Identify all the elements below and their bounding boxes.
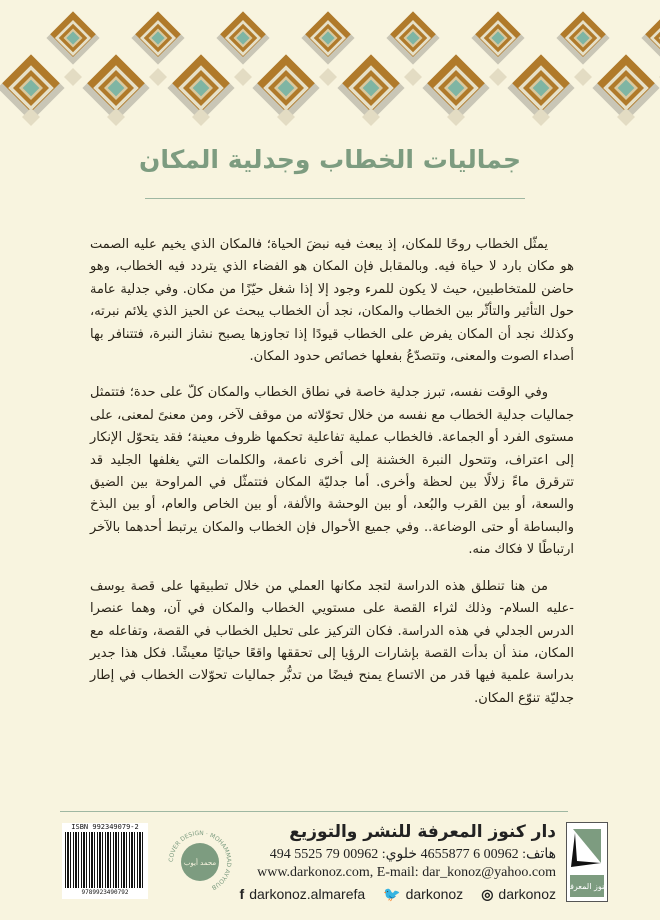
publisher-web: www.darkonoz.com, E-mail: dar_konoz@yahoo.com	[257, 865, 556, 880]
facebook-link[interactable]	[240, 886, 366, 903]
pattern-diamond	[404, 68, 422, 86]
publisher-info	[240, 822, 556, 903]
pattern-diamond	[574, 68, 592, 86]
instagram-handle: darkonoz	[498, 886, 556, 902]
publisher-phone: هاتف: 00962 6 4655877 خلوي: 00962 79 5525 494	[269, 847, 556, 862]
blurb-paragraph: من هنا تنطلق هذه الدراسة لتجد مكانها العملي من خلال تطبيقها على قصة يوسف -عليه السلام- وذلك لثراء القصة على مستويي الخطاب والمكان في آن، وهما عنصرا الدرس الجدلي في هذه الدراسة. فكان التركيز على تحليل الخطاب في القصة، وتفاعله مع المكان، منذ أن بدأت القصة بإشارات الرؤيا إلى تحققها واقعًا حياتيًا معيشًا. فكل هذا جدير بدراسة علمية فيها قدر من الاتساع يمنح فيضًا من تدبُّر جماليات تحوّلات الخطاب في إطار جدليّة تنوّع المكان.	[90, 578, 574, 706]
blurb-text	[90, 234, 574, 724]
designer-signature: محمد أيوب	[183, 859, 217, 867]
pattern-diamond	[319, 68, 337, 86]
barcode-bars	[65, 832, 145, 888]
pattern-diamond	[234, 68, 252, 86]
pattern-diamond	[489, 68, 507, 86]
cover-design-stamp	[168, 830, 232, 894]
facebook-icon: f	[239, 886, 245, 902]
barcode-digits: 9789923490792	[81, 889, 129, 896]
instagram-icon: ◎	[481, 886, 494, 902]
twitter-link[interactable]	[383, 886, 463, 903]
title-divider	[145, 198, 525, 199]
book-title: جماليات الخطاب وجدلية المكان	[139, 145, 521, 174]
pattern-diamond	[149, 68, 167, 86]
footer-divider	[60, 811, 568, 812]
cover-design-credit: COVER DESIGN · MOHAMMAD AYYOUB	[168, 830, 232, 892]
publisher-logo-text: كنوز المعرفة	[567, 882, 607, 891]
facebook-handle: darkonoz.almarefa	[249, 886, 366, 902]
pattern-diamond	[64, 68, 82, 86]
isbn-number: ISBN 992349079-2	[71, 823, 139, 831]
isbn-barcode	[62, 823, 148, 899]
publisher-logo	[566, 822, 608, 902]
twitter-icon: 🐦	[383, 886, 401, 902]
decorative-diamond-pattern	[0, 0, 660, 130]
instagram-link[interactable]	[481, 886, 556, 903]
publisher-name: دار كنوز المعرفة للنشر والتوزيع	[289, 822, 556, 842]
social-links	[240, 886, 556, 903]
blurb-paragraph: يمثّل الخطاب روحًا للمكان، إذ يبعث فيه نبضَ الحياة؛ فالمكان الذي يخيم عليه الصمت هو مكان بارد لا حياة فيه. وبالمقابل فإن المكان هو الفضاء الذي يتردد فيه الخطاب، وهو حاضن للمتخاطبين، حيث لا يكون للمرء وجود إلا إذا شغل حيّزًا من مكان. وفي جدلية عامة حول التأثير والتأثّر بين الخطاب والمكان، نجد أن الخطاب يبحث عن الحيز الذي يلائم نبرته، وكذلك نجد أن المكان يفرض على الخطاب قيودًا إذا تجاوزها يصبح نشاز النبرة، فتتنافر بها أصداء الصوت والمعنى، وتتصدّعُ بفعلها خصائص حدود المكان.	[90, 237, 574, 365]
twitter-handle: darkonoz	[405, 886, 464, 902]
blurb-paragraph: وفي الوقت نفسه، تبرز جدلية خاصة في نطاق الخطاب والمكان كلّ على حدة؛ فتتمثل جماليات جدلية الخطاب مع نفسه من خلال تحوّلاته من موقف لآخر، ومن معنىً لمعنى، على مستوى الفرد أو الجماعة. فالخطاب عملية تفاعلية تحكمها ظروف معينة؛ فقد يتحوّل الإنكار إلى اعتراف، وتتحول النبرة الخشنة إلى أخرى ناعمة، والكلمات التي يغلفها الجليد قد تترقرق ماءً زلالًا بين لحظة وأخرى. أما جدليّة المكان فتتمثّل في المراوحة بين الضيق والسعة، أو بين القرب والبُعد، أو بين الوحشة والألفة، أو بين الخاص والعام، أو بين البذخ والبساطة أو حتى الوضاعة.. وفي جميع الأحوال فإن الخطاب والمكان يرتبط أحدهما بالآخر ارتباطًا لا فكاك منه.	[90, 385, 574, 558]
